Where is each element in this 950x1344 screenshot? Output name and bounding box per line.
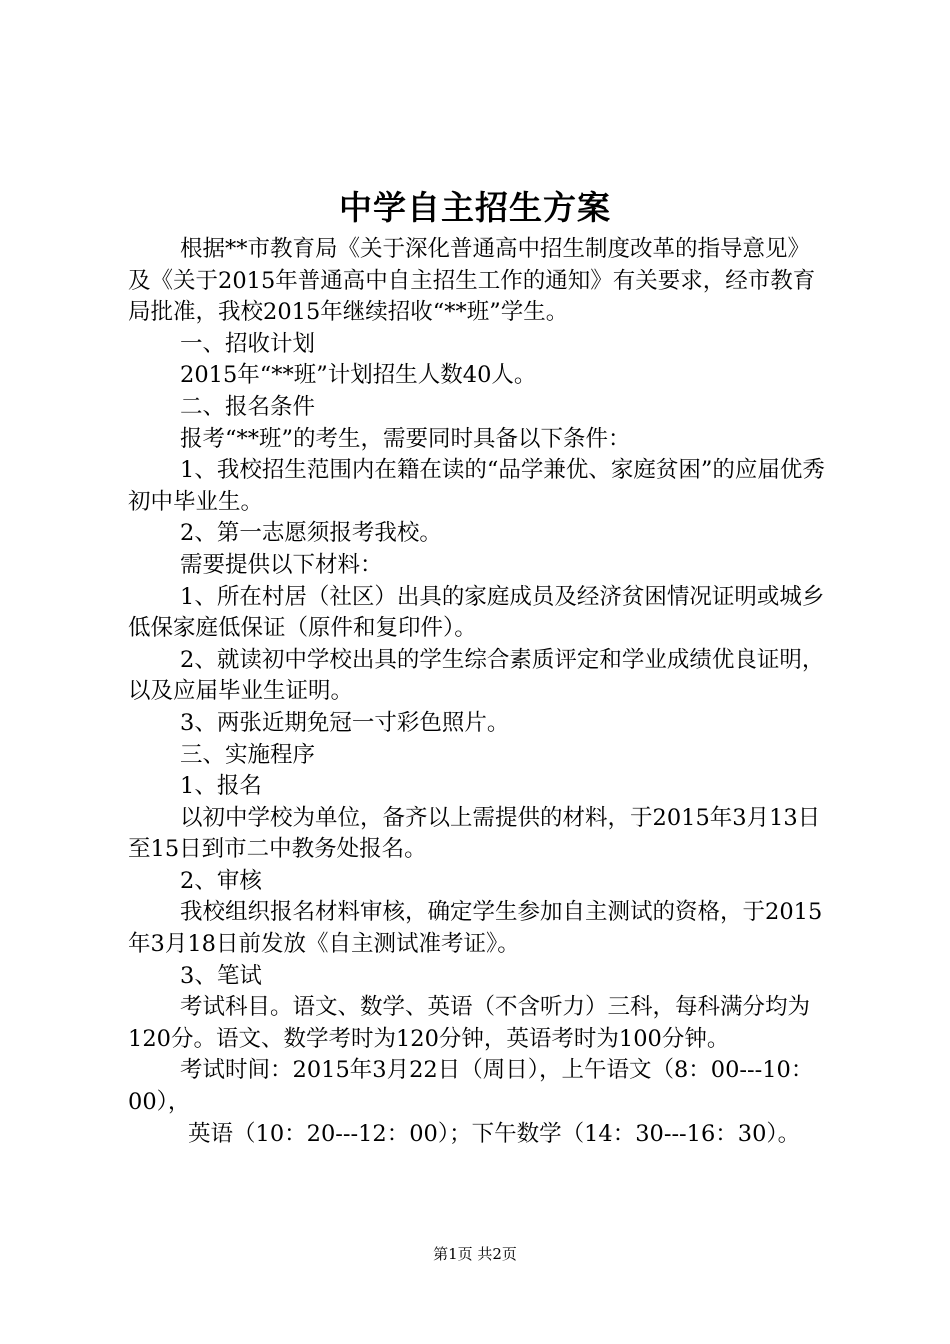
condition-item-1: 1、我校招生范围内在籍在读的“品学兼优、家庭贫困”的应届优秀初中毕业生。 xyxy=(128,457,825,515)
review-paragraph: 我校组织报名材料审核，确定学生参加自主测试的资格，于2015年3月18日前发放《自主测试准考证》。 xyxy=(128,899,823,958)
material-item-2: 2、就读初中学校出具的学生综合素质评定和学业成绩优良证明，以及应届毕业生证明。 xyxy=(128,646,825,705)
step-heading-registration: 1、报名 xyxy=(180,773,262,800)
intro-paragraph: 根据**市教育局《关于深化普通高中招生制度改革的指导意见》及《关于2015年普通高中自主招生工作的通知》有关要求，经市教育局批准，我校2015年继续招收“**班”学生。 xyxy=(128,236,816,326)
material-item-1: 1、所在村居（社区）出具的家庭成员及经济贫困情况证明或城乡低保家庭低保证（原件和复印件）。 xyxy=(128,583,825,642)
exam-subjects-paragraph: 考试科目。语文、数学、英语（不含听力）三科，每科满分均为120分。语文、数学考时为120分钟，英语考时为100分钟。 xyxy=(128,994,811,1052)
exam-time-continued: 英语（10：20---12：00）；下午数学（14：30---16：30）。 xyxy=(188,1120,801,1147)
section-heading-conditions: 二、报名条件 xyxy=(180,393,316,420)
condition-item-2: 2、第一志愿须报考我校。 xyxy=(180,520,442,547)
step-heading-review: 2、审核 xyxy=(180,867,262,894)
step-heading-exam: 3、笔试 xyxy=(180,962,262,989)
section-heading-plan: 一、招收计划 xyxy=(180,330,316,357)
plan-paragraph: 2015年“**班”计划招生人数40人。 xyxy=(180,362,537,389)
exam-time-paragraph: 考试时间：2015年3月22日（周日），上午语文（8：00---10：00）， xyxy=(128,1057,814,1116)
document-title: 中学自主招生方案 xyxy=(339,188,611,227)
conditions-intro: 报考“**班”的考生，需要同时具备以下条件： xyxy=(180,425,631,452)
page-footer: 第1页 共2页 xyxy=(433,1245,517,1263)
materials-intro: 需要提供以下材料： xyxy=(180,551,383,578)
registration-paragraph: 以初中学校为单位，备齐以上需提供的材料，于2015年3月13日至15日到市二中教务处报名。 xyxy=(128,804,821,863)
section-heading-procedure: 三、实施程序 xyxy=(180,741,316,768)
document-body xyxy=(128,234,832,1150)
material-item-3: 3、两张近期免冠一寸彩色照片。 xyxy=(180,709,510,736)
